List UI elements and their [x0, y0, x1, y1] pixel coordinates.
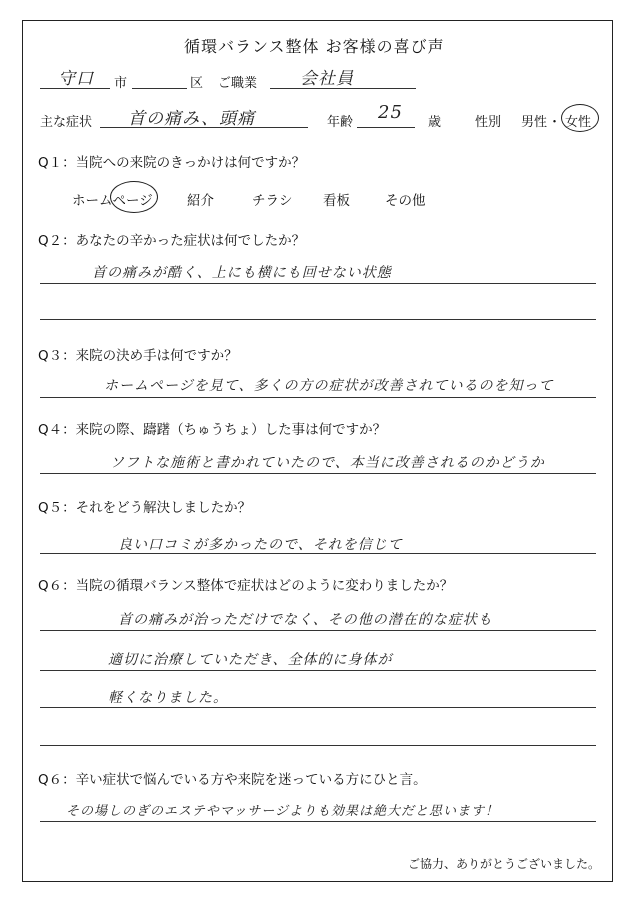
- q1-option-homepage: ホームページ: [72, 193, 153, 209]
- job-label: ご職業: [218, 76, 258, 91]
- symptom-label: 主な症状: [40, 115, 93, 130]
- q7-question: Q６：辛い症状で悩んでいる方や来院を迷っている方にひと言。: [38, 772, 427, 788]
- q1-option-referral: 紹介: [187, 193, 214, 209]
- city-label: 市: [114, 76, 128, 91]
- city-value: 守口: [58, 69, 94, 89]
- ward-label: 区: [190, 76, 204, 91]
- gender-dot: ・: [548, 115, 562, 130]
- q5-question: Q５：それをどう解決しましたか？: [38, 500, 252, 516]
- q5-answer: 良い口コミが多かったので、それを信じて: [118, 537, 403, 553]
- age-label: 年齢: [327, 115, 354, 130]
- gender-label: 性別: [475, 115, 502, 130]
- q4-question: Q４：来院の際、躊躇（ちゅうちょ）した事は何ですか？: [38, 422, 387, 438]
- survey-sheet: [22, 20, 613, 882]
- page-title: 循環バランス整体 お客様の喜び声: [184, 37, 445, 56]
- q7-answer: その場しのぎのエステやマッサージよりも効果は絶大だと思います！: [66, 804, 499, 819]
- q1-option-signboard: 看板: [323, 193, 350, 209]
- q6-answer-line2: 適切に治療していただき、全体的に身体が: [108, 652, 393, 668]
- gender-male: 男性: [521, 115, 548, 130]
- q3-answer: ホームページを見て、多くの方の症状が改善されているのを知って: [104, 378, 554, 394]
- q6-question: Q６：当院の循環バランス整体で症状はどのように変わりましたか？: [38, 578, 454, 594]
- q3-question: Q３：来院の決め手は何ですか？: [38, 348, 238, 364]
- q6-answer-line3: 軽くなりました。: [108, 690, 228, 706]
- job-value: 会社員: [300, 69, 354, 89]
- female-selected-circle: [561, 104, 599, 132]
- age-value: 25: [378, 102, 403, 123]
- q1-question: Q１：当院への来院のきっかけは何ですか？: [38, 155, 306, 171]
- symptom-value: 首の痛み、頭痛: [128, 109, 256, 129]
- gender-female: 女性: [565, 115, 592, 130]
- q1-option-flyer: チラシ: [252, 193, 293, 209]
- age-unit: 歳: [428, 115, 442, 130]
- q6-answer-line1: 首の痛みが治っただけでなく、その他の潜在的な症状も: [118, 612, 493, 628]
- q2-answer: 首の痛みが酷く、上にも横にも回せない状態: [92, 265, 392, 281]
- footer-thanks: ご協力、ありがとうございました。: [408, 857, 601, 871]
- q2-question: Q２：あなたの辛かった症状は何でしたか？: [38, 233, 306, 249]
- homepage-selected-circle: [110, 181, 158, 213]
- q4-answer: ソフトな施術と書かれていたので、本当に改善されるのかどうか: [110, 455, 545, 471]
- q1-option-other: その他: [385, 193, 426, 209]
